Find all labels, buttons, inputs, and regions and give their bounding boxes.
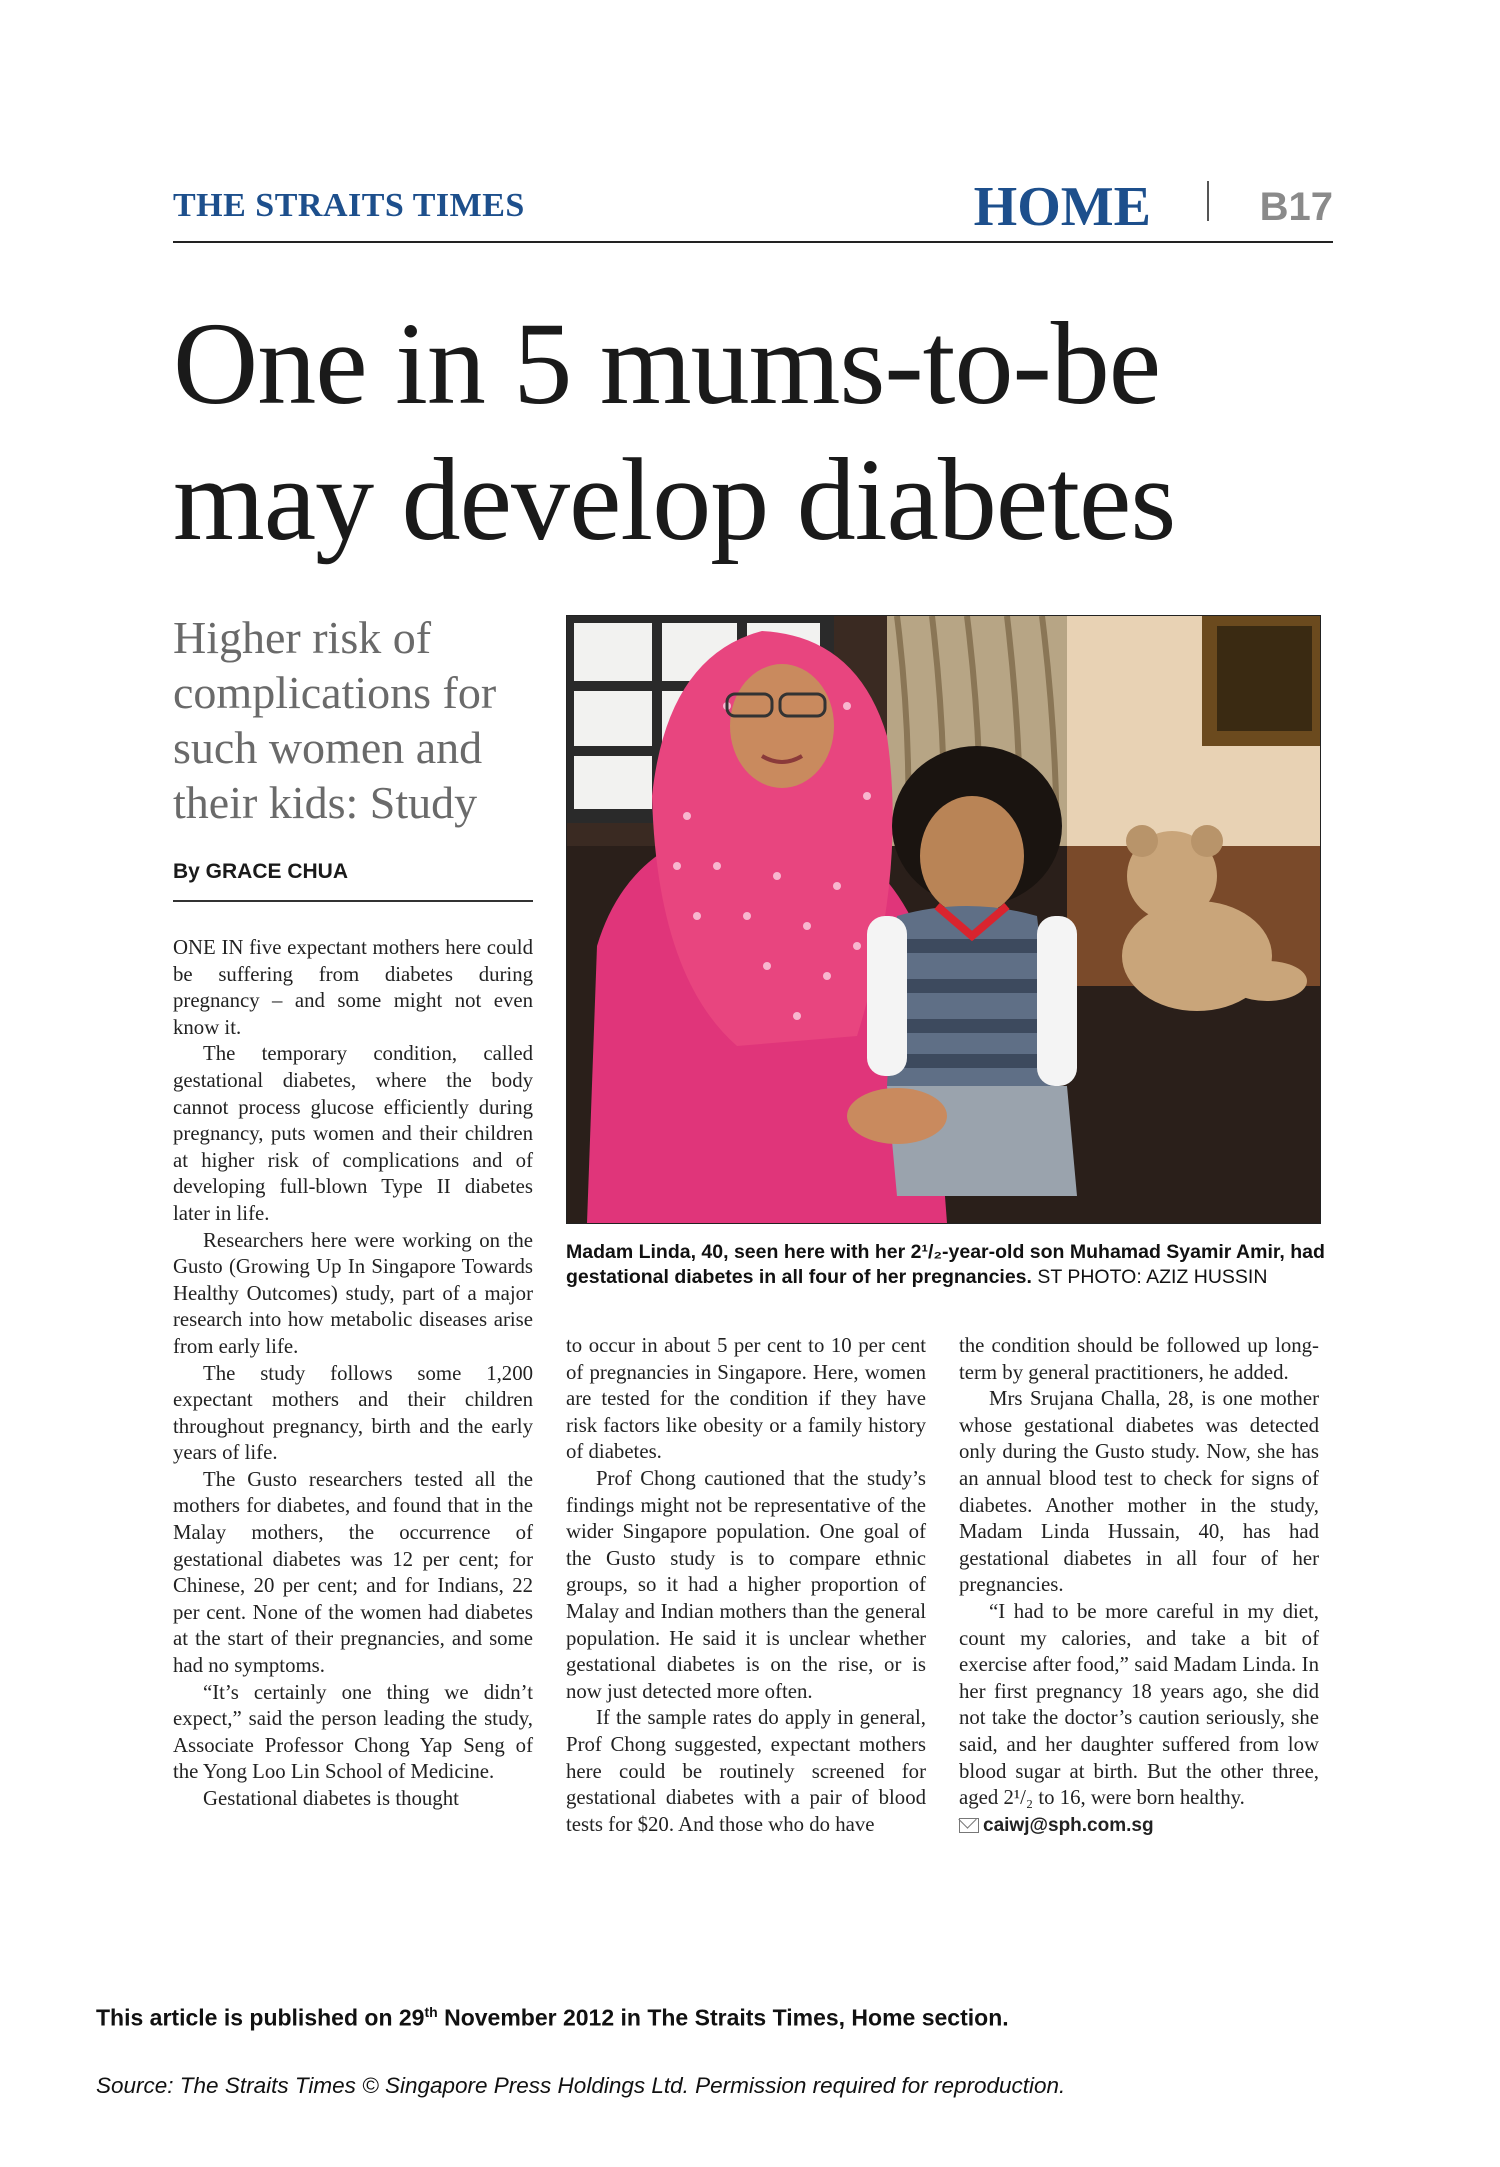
publication-note-sup: th [424,2004,438,2020]
publication-note [96,2004,1009,2032]
masthead [173,175,1333,243]
headline-line-1: One in 5 mums-to-be [173,298,1161,429]
subheadline: Higher risk of complications for such women and their kids: Study [173,612,497,828]
photo-credit: ST PHOTO: AZIZ HUSSIN [1037,1266,1268,1288]
paragraph: “I had to be more careful in my diet, count my calories, and take a bit of exercise after food,” said Madam Linda. In her first pregnancy 18 years ago, she did not take the doctor’s caution seriously, she said, and her daughter suffered from low blood sugar at birth. But the other three, aged 2¹/₂ to 16, were born healthy. [959,1599,1319,1810]
publication-note-prefix: This article is published on 29 [96,2004,425,2031]
paragraph: The Gusto researchers tested all the mothers for diabetes, and found that in the Malay mothers, the occurrence of gestational diabetes was 12 per cent; for Chinese, 20 per cent; and for Indians, 22 per cent. None of the women had diabetes at the start of their pregnancies, and some had no symptoms. [173,1467,533,1678]
paragraph: The temporary condition, called gestational diabetes, where the body cannot process glucose efficiently during pregnancy, puts women and their children at higher risk of complications and of developing full-blown Type II diabetes later in life. [173,1042,533,1225]
page-number: B17 [1259,185,1333,229]
article-photo [566,615,1321,1224]
paragraph: Researchers here were working on the Gusto (Growing Up In Singapore Towards Healthy Outcomes) study, part of a major research into how metabolic diseases arise from early life. [173,1228,533,1358]
byline-text: By GRACE CHUA [173,860,349,883]
paragraph: the condition should be followed up long-term by general practitioners, he added. [959,1334,1319,1384]
article-column-2 [566,1333,926,1838]
paragraph: ONE IN five expectant mothers here could be suffering from diabetes during pregnancy – and some might not even know it. [173,936,533,1039]
headline [173,296,1353,568]
publication-note-suffix: November 2012 in The Straits Times, Home section. [437,2004,1009,2031]
byline [173,860,533,902]
paragraph: to occur in about 5 per cent to 10 per cent of pregnancies in Singapore. Here, women are tested for the condition if they have risk factors like obesity or a family history of diabetes. [566,1334,926,1464]
photo-caption [566,1240,1326,1290]
source-note: Source: The Straits Times © Singapore Press Holdings Ltd. Permission required for reproduction. [96,2073,1066,2098]
paragraph: If the sample rates do apply in general, Prof Chong suggested, expectant mothers here could be routinely screened for gestational diabetes with a pair of blood tests for $20. And those who do have [566,1706,926,1836]
mail-icon [959,1818,979,1833]
paragraph: Prof Chong cautioned that the study’s findings might not be representative of the wider Singapore population. One goal of the Gusto study is to compare ethnic groups, so it had a higher proportion of Malay and Indian mothers than the general population. He said it is unclear whether gestational diabetes is on the rise, or is now just detected more often. [566,1466,926,1703]
author-email-line [959,1812,1319,1840]
headline-line-2: may develop diabetes [173,434,1176,565]
article-column-3 [959,1333,1319,1839]
paragraph: The study follows some 1,200 expectant mothers and their children throughout pregnancy, birth and the early years of life. [173,1361,533,1465]
caption-text: Madam Linda, 40, seen here with her 2¹/₂-year-old son Muhamad Syamir Amir, had gestational diabetes in all four of her pregnancies. [566,1241,1325,1288]
author-email[interactable]: caiwj@sph.com.sg [983,1814,1154,1836]
paragraph: “It’s certainly one thing we didn’t expect,” said the person leading the study, Associate Professor Chong Yap Seng of the Yong Loo Lin School of Medicine. [173,1680,533,1784]
article-column-1 [173,935,533,1813]
mother-and-son-photo [567,616,1320,1223]
masthead-separator [1207,181,1209,221]
newspaper-name: THE STRAITS TIMES [173,187,525,224]
paragraph: Gestational diabetes is thought [203,1787,459,1810]
section-name: HOME [973,176,1151,238]
paragraph: Mrs Srujana Challa, 28, is one mother whose gestational diabetes was detected only during the Gusto study. Now, she has an annual blood test to check for signs of diabetes. Another mother in the study, Madam Linda Hussain, 40, has had gestational diabetes in all four of her pregnancies. [959,1387,1319,1597]
